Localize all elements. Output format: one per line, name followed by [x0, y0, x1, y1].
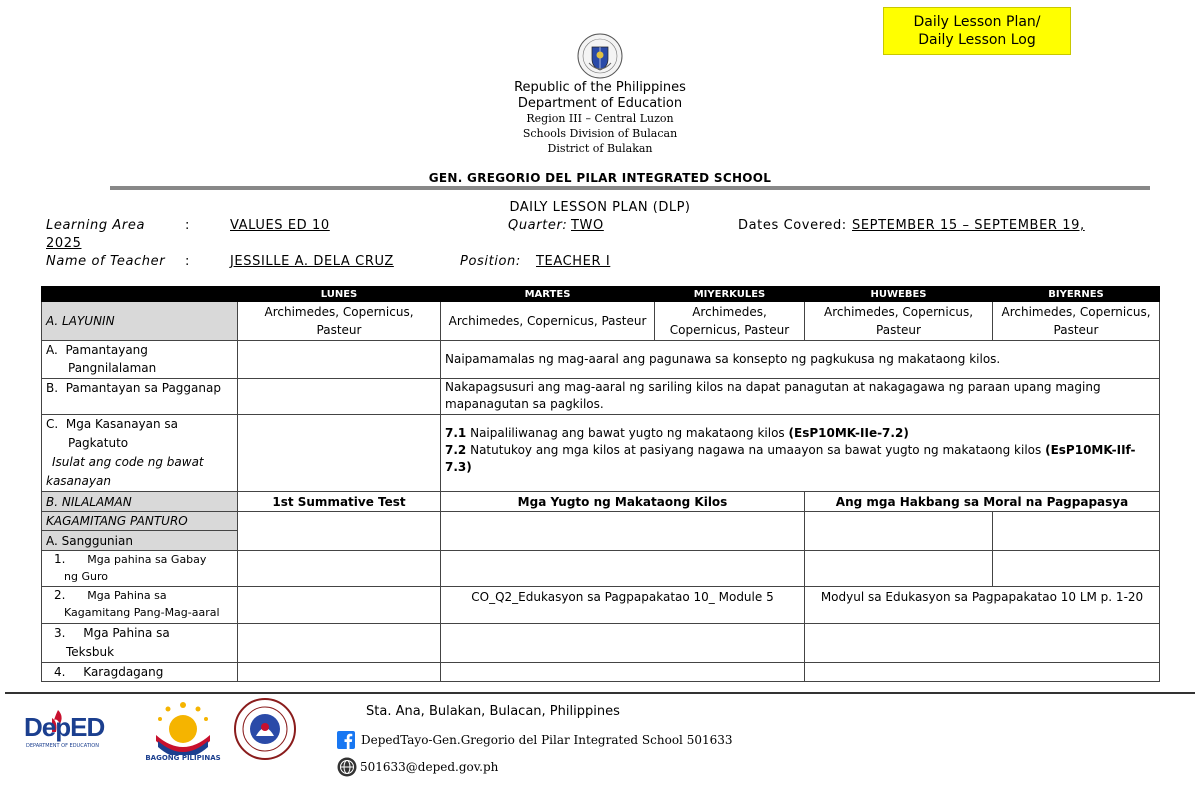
karagdagang-label [42, 663, 238, 682]
teacher-value: JESSILLE A. DELA CRUZ [230, 254, 394, 269]
mag-aaral-martes-miyerkules: CO_Q2_Edukasyon sa Pagpapakatao 10_ Module 5 [441, 587, 805, 624]
gabay-martes [441, 551, 805, 587]
mag-aaral-huwebes-biyernes: Modyul sa Edukasyon sa Pagpapakatao 10 LM p. 1-20 [805, 587, 1160, 624]
kagamitan-martes [441, 512, 805, 551]
gabay-label [42, 551, 238, 587]
gabay-huwebes [805, 551, 993, 587]
gabay-num: 1. [54, 552, 66, 566]
teksbuk-row [42, 624, 1160, 663]
dates-value: SEPTEMBER 15 – SEPTEMBER 19, [852, 218, 1085, 233]
colon-2: : [185, 254, 190, 269]
kasanayan-label [42, 415, 238, 492]
kasanayan-note1: Isulat ang code ng bawat [52, 455, 204, 469]
gabay-row [42, 551, 1160, 587]
kagamitan-huwebes [805, 512, 993, 551]
dlp-title: DAILY LESSON PLAN (DLP) [509, 200, 691, 215]
bagong-pilipinas-emblem-icon [148, 697, 218, 755]
kasanayan-letter: C. [46, 417, 59, 431]
bagong-pilipinas-text: BAGONG PILIPINAS [145, 754, 221, 762]
deped-logo [24, 706, 124, 752]
gabay-biyernes [993, 551, 1160, 587]
learning-area-value: VALUES ED 10 [230, 218, 330, 233]
deped-seal-icon [577, 33, 623, 79]
day-biyernes: BIYERNES [993, 287, 1160, 302]
email-text: 501633@deped.gov.ph [360, 760, 499, 774]
day-miyerkules: MIYERKULES [655, 287, 805, 302]
pamantayang-line1: Pamantayang [65, 343, 148, 357]
kasanayan-line2: Pagkatuto [68, 436, 129, 450]
nilalaman-label: B. NILALAMAN [42, 492, 238, 512]
footer-divider [5, 692, 1195, 694]
karagdagang-martes [441, 663, 805, 682]
layunin-martes: Archimedes, Copernicus, Pasteur [441, 302, 655, 341]
nilalaman-huwebes-biyernes: Ang mga Hakbang sa Moral na Pagpapasya [805, 492, 1160, 512]
school-seal-icon [234, 698, 296, 760]
teksbuk-line1: Mga Pahina sa [83, 626, 170, 640]
nilalaman-lunes: 1st Summative Test [238, 492, 441, 512]
kasanayan-row [42, 415, 1160, 492]
karagdagang-lunes [238, 663, 441, 682]
nilalaman-row [42, 492, 1160, 512]
dlp-badge-line1: Daily Lesson Plan/ [913, 14, 1041, 30]
pamantayang-lunes [238, 341, 441, 379]
day-lunes: LUNES [238, 287, 441, 302]
school-name: GEN. GREGORIO DEL PILAR INTEGRATED SCHOOL [428, 171, 772, 185]
kasanayan-item2: 7.2 Natutukoy ang mga kilos at pasiyang nagawa na umaayon sa bawat yugto ng makataong kilos (EsP10MK-IIf-7.3) [445, 442, 1136, 474]
globe-icon [337, 757, 357, 777]
teksbuk-label [42, 624, 238, 663]
mag-aaral-line1: Mga Pahina sa [87, 589, 167, 602]
deped-logo-text: DepED [24, 712, 105, 742]
dates-label: Dates Covered: [738, 218, 847, 233]
karagdagang-row [42, 663, 1160, 682]
pagganap-label [42, 379, 238, 415]
learning-area-label: Learning Area [46, 218, 146, 233]
footer-address: Sta. Ana, Bulakan, Bulacan, Philippines [366, 704, 620, 719]
republic-line: Republic of the Philippines [514, 80, 686, 95]
division-line: Schools Division of Bulacan [522, 127, 678, 140]
layunin-lunes: Archimedes, Copernicus, Pasteur [238, 302, 441, 341]
kasanayan-item1: 7.1 Naipaliliwanag ang bawat yugto ng makataong kilos (EsP10MK-IIe-7.2) [445, 425, 909, 440]
facebook-icon [337, 731, 355, 749]
day-header-row [42, 287, 1160, 302]
teksbuk-huwebes [805, 624, 1160, 663]
year-value: 2025 [46, 236, 82, 251]
mag-aaral-line2: Kagamitang Pang-Mag-aaral [64, 606, 220, 619]
kagamitan-row [42, 512, 1160, 531]
pamantayang-label [42, 341, 238, 379]
mag-aaral-label [42, 587, 238, 624]
pamantayang-letter: A. [46, 343, 58, 357]
district-line: District of Bulakan [547, 142, 653, 155]
position-label: Position: [460, 254, 521, 269]
day-header-blank [42, 287, 238, 302]
layunin-row [42, 302, 1160, 341]
day-huwebes: HUWEBES [805, 287, 993, 302]
layunin-label: A. LAYUNIN [42, 302, 238, 341]
mag-aaral-row [42, 587, 1160, 624]
teksbuk-line2: Teksbuk [66, 645, 115, 659]
kasanayan-content [441, 415, 1160, 492]
kagamitan-label: KAGAMITANG PANTURO [42, 512, 238, 531]
kasanayan-lunes [238, 415, 441, 492]
deped-logo-sub: DEPARTMENT OF EDUCATION [26, 743, 99, 749]
layunin-biyernes: Archimedes, Copernicus, Pasteur [993, 302, 1160, 341]
pamantayang-row [42, 341, 1160, 379]
footer-email[interactable] [337, 757, 498, 777]
quarter-label: Quarter: [508, 218, 568, 233]
karagdagang-huwebes [805, 663, 1160, 682]
karagdagang-text: Karagdagang [83, 665, 164, 679]
kagamitan-lunes [238, 512, 441, 551]
gabay-line1: Mga pahina sa Gabay [87, 553, 207, 566]
pagganap-lunes [238, 379, 441, 415]
pagganap-content: Nakapagsusuri ang mag-aaral ng sariling kilos na dapat panagutan at nakagagawa ng paraan upang maging mapanagutan sa pagkilos. [441, 379, 1160, 415]
quarter-value: TWO [571, 218, 604, 233]
pagganap-text: Pamantayan sa Pagganap [65, 381, 221, 395]
position-value: TEACHER I [536, 254, 611, 269]
dlp-badge-line2: Daily Lesson Log [918, 32, 1036, 48]
kasanayan-note2: kasanayan [46, 474, 111, 488]
pamantayang-line2: Pangnilalaman [68, 361, 157, 375]
gabay-lunes [238, 551, 441, 587]
layunin-miyerkules: Archimedes, Copernicus, Pasteur [655, 302, 805, 341]
gabay-line2: ng Guro [64, 570, 108, 583]
teacher-label: Name of Teacher [46, 254, 166, 269]
bagong-pilipinas-logo [145, 697, 221, 765]
pagganap-row [42, 379, 1160, 415]
pagganap-letter: B. [46, 381, 59, 395]
layunin-huwebes: Archimedes, Copernicus, Pasteur [805, 302, 993, 341]
footer-facebook[interactable] [337, 731, 733, 749]
teksbuk-lunes [238, 624, 441, 663]
region-line: Region III – Central Luzon [526, 112, 674, 125]
department-line: Department of Education [517, 96, 683, 111]
teksbuk-num: 3. [54, 626, 66, 640]
header-divider [110, 186, 1150, 190]
kagamitan-biyernes [993, 512, 1160, 551]
teksbuk-martes [441, 624, 805, 663]
facebook-text: DepedTayo-Gen.Gregorio del Pilar Integrated School 501633 [361, 733, 733, 747]
mag-aaral-num: 2. [54, 588, 66, 602]
pamantayang-content: Naipamamalas ng mag-aaral ang pagunawa sa konsepto ng pagkukusa ng makataong kilos. [441, 341, 1160, 379]
nilalaman-martes-miyerkules: Mga Yugto ng Makataong Kilos [441, 492, 805, 512]
colon-1: : [185, 218, 190, 233]
sanggunian-label: A. Sanggunian [42, 531, 238, 551]
lesson-plan-table [41, 286, 1160, 682]
dlp-badge [883, 7, 1071, 55]
kasanayan-line1: Mga Kasanayan sa [65, 417, 179, 431]
karagdagang-num: 4. [54, 665, 66, 679]
mag-aaral-lunes [238, 587, 441, 624]
day-martes: MARTES [441, 287, 655, 302]
